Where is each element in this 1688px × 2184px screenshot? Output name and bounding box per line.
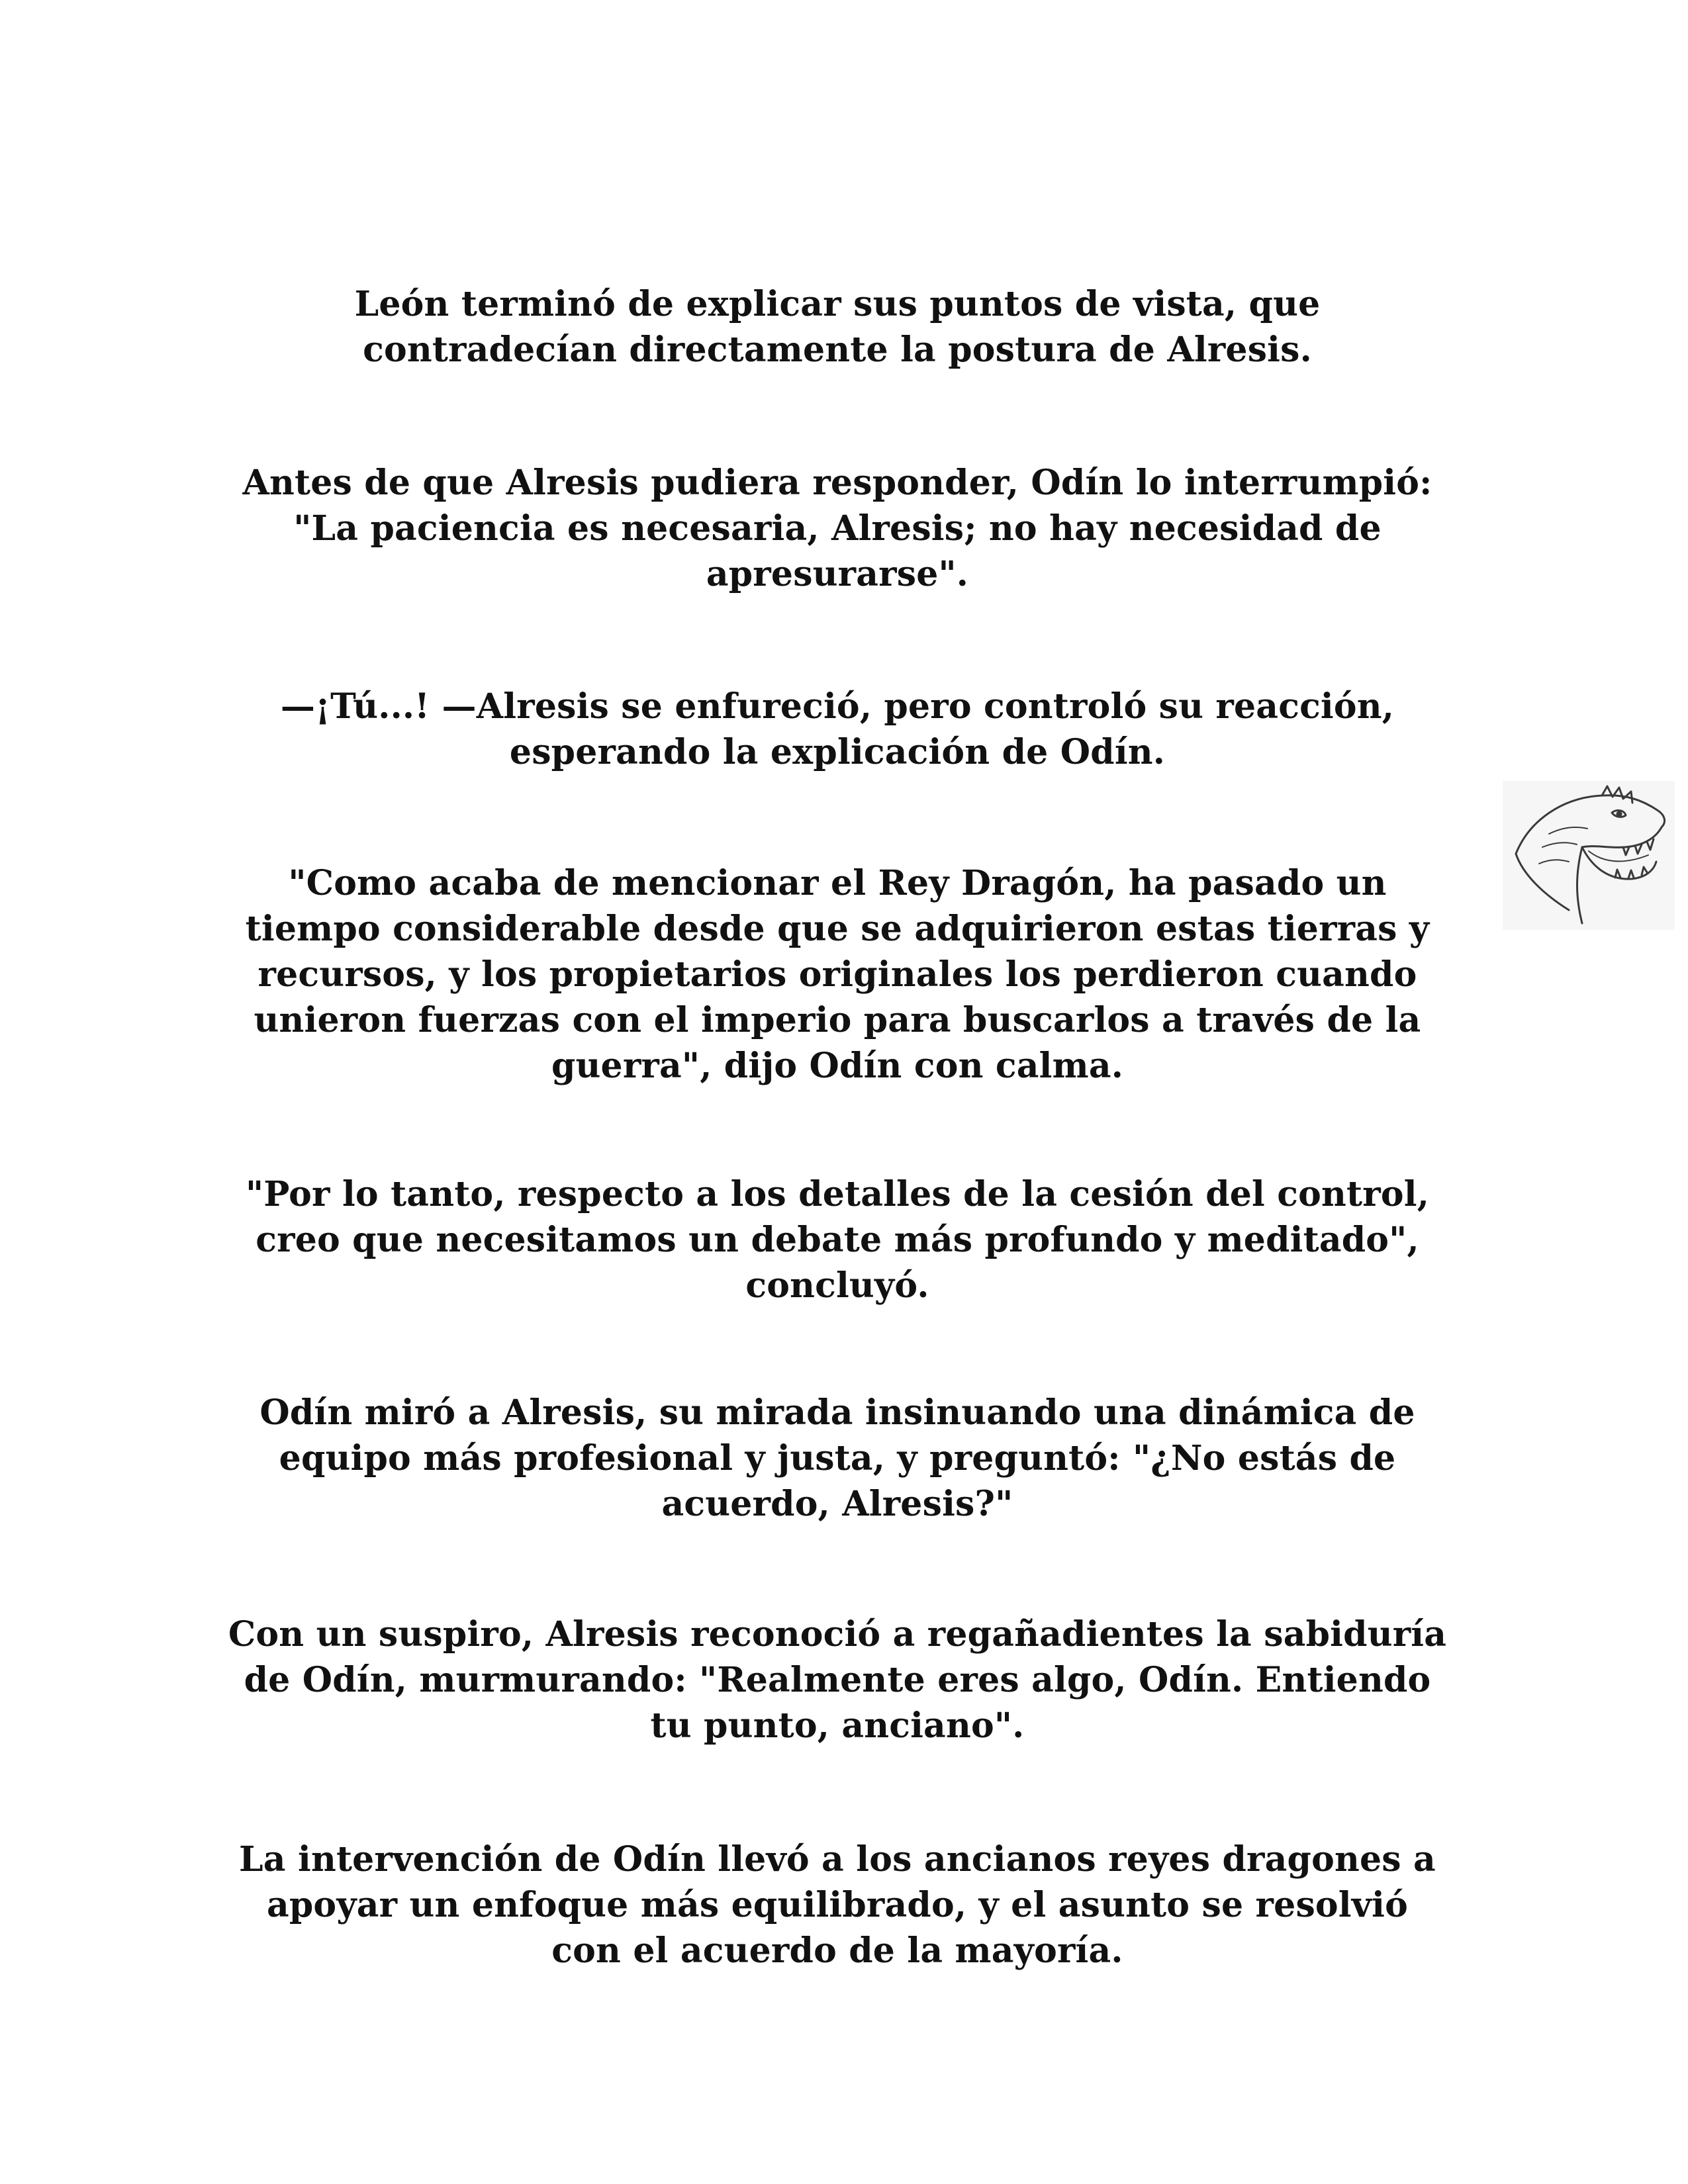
story-paragraph-6: Odín miró a Alresis, su mirada insinuando una dinámica de equipo más profesional y justa, y preguntó: "¿No estás de acuerdo, Alresis?"	[259, 1392, 1415, 1524]
story-paragraph-2: Antes de que Alresis pudiera responder, Odín lo interrumpió: "La paciencia es necesaria, Alresis; no hay necesidad de apresurarse".	[242, 463, 1432, 594]
dragon-head-sketch-icon	[1503, 781, 1675, 930]
story-paragraph-1: León terminó de explicar sus puntos de vista, que contradecían directamente la postura de Alresis.	[354, 284, 1321, 370]
story-paragraph-7: Con un suspiro, Alresis reconoció a regañadientes la sabiduría de Odín, murmurando: "Realmente eres algo, Odín. Entiendo tu punto, anciano".	[228, 1614, 1447, 1746]
story-paragraph-5: "Por lo tanto, respecto a los detalles de la cesión del control, creo que necesitamos un debate más profundo y meditado", concluyó.	[245, 1174, 1430, 1306]
story-paragraph-3: —¡Tú...! —Alresis se enfureció, pero controló su reacción, esperando la explicación de Odín.	[280, 686, 1395, 772]
story-paragraph-4: "Como acaba de mencionar el Rey Dragón, ha pasado un tiempo considerable desde que se adquirieron estas tierras y recursos, y los propietarios originales los perdieron cuando unieron fuerzas con el imperio para buscarlos a través de la guerra", dijo Odín con calma.	[245, 863, 1430, 1086]
story-paragraph-8: La intervención de Odín llevó a los ancianos reyes dragones a apoyar un enfoque más equilibrado, y el asunto se resolvió con el acuerdo de la mayoría.	[239, 1839, 1436, 1971]
